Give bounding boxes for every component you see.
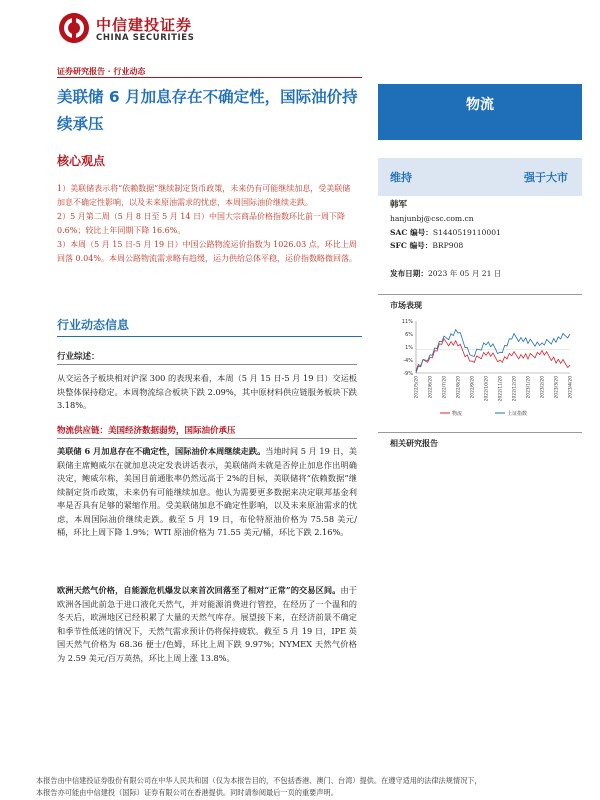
sfc-label: SFC 编号： [390,241,433,250]
gas-paragraph-body: 由于欧洲各国此前急于进口液化天然气，并对能源消费进行管控，在经历了一个温和的冬天后，欧洲地区已经积累了大量的天然气库存。展望接下来，在经济前景不确定和季节性低迷的情况下，天然气需求预计仍将保持疲软。截至 5 月 19 日，IPE 英国天然气价格为 68.36 便士/色姆，环比上周下跌 9.97%；NYMEX 天然气价格为 2.59 美元/百万英热，环比上周上涨 13.8%。 [57,585,357,663]
logo-mark-icon [58,12,90,44]
x-tick-label: 2023/2/20 [540,376,546,399]
side-divider [378,432,582,433]
sfc-number [390,239,580,253]
analyst-info [390,196,580,253]
supply-chain-divider [57,438,357,439]
industry-news-divider [57,336,362,337]
company-logo [58,12,218,46]
publish-date-label: 发布日期： [390,269,428,278]
gas-paragraph [57,584,357,665]
report-type: 证券研究报告 · 行业动态 [57,66,146,76]
core-point: 3）本周（5 月 15 日-5 月 19 日）中国公路物流运价指数为 1026.03 点，环比上周回落 0.04%。本周公路物流需求略有趋缓，运力供给总体平稳，运价指数略微回落。 [57,240,357,263]
core-point: 2）5 月第二周（5 月 8 日至 5 月 14 日）中国大宗商品价格指数环比前一周下降 0.6%；较比上年同期下降 16.6%。 [57,212,345,235]
gas-paragraph-lead: 欧洲天然气价格，自能源危机爆发以来首次回落至了相对“正常”的交易区间。 [57,585,341,595]
publish-date-value: 2023 年 05 月 21 日 [427,269,502,278]
x-tick-label: 2022/12/20 [512,376,518,402]
y-tick-label: 11% [401,319,413,325]
x-tick-label: 2022/7/20 [442,376,448,399]
publish-date [390,268,501,279]
fed-paragraph [57,445,357,540]
x-tick-label: 2022/10/20 [484,376,490,402]
supply-chain-heading: 物流供应链：美国经济数据弱势，国际油价承压 [57,426,236,436]
y-tick-label: 6% [405,332,413,338]
disclaimer-footer [36,775,596,799]
industry-news-heading: 行业动态信息 [57,318,130,332]
core-points-list [57,182,357,266]
x-tick-label: 2022/11/20 [498,376,504,402]
legend-label: 物流 [452,411,463,417]
y-tick-label: 1% [405,345,413,351]
analyst-name: 韩军 [390,200,408,210]
sac-number [390,226,580,240]
overview-heading: 行业综述： [57,352,100,362]
sfc-value: BRP908 [432,241,464,250]
disclaimer-line: 本报告亦可能由中信建投（国际）证券有限公司在香港提供。同时请参阅最后一页的重要声明。 [36,788,338,797]
logo-name-en: CHINA SECURITIES [96,33,195,43]
fed-paragraph-lead: 美联储 6 月加息存在不确定性，国际油价本周继续走跌。 [57,446,266,456]
overview-divider [57,364,357,365]
x-tick-label: 2022/6/20 [428,376,434,399]
market-performance-chart [390,315,580,420]
x-tick-label: 2022/5/20 [414,376,420,399]
x-tick-label: 2023/4/20 [568,376,574,399]
y-tick-label: -9% [403,371,413,377]
report-type-divider [57,77,362,78]
x-tick-label: 2022/9/20 [470,376,476,399]
side-divider [378,294,582,295]
analyst-email[interactable]: hanjunbj@csc.com.cn [390,214,474,223]
x-tick-label: 2023/1/20 [526,376,532,399]
sector-banner [378,84,582,140]
disclaimer-line: 本报告由中信建投证券股份有限公司在中华人民共和国（仅为本报告目的，不包括香港、澳门、台湾）提供。在遵守适用的法律法规情况下， [36,776,482,785]
rating-value: 强于大市 [524,171,568,184]
rating-action: 维持 [390,171,412,184]
fed-paragraph-body: 当地时间 5 月 19 日，美联储主席鲍威尔在就加息决定发表讲话表示，美联储尚未就是否停止加息作出明确决定，鲍威尔称，美国目前通胀率仍然远高于 2%的目标，美联储将“依赖数据”继续制定货币政策，未来仍有可能继续加息。他认为需要更多数据来决定联邦基金利率是否具有足够的紧缩作用。受美联储加息不确定性影响，以及未来原油需求的忧虑，本周国际油价继续走跌。截至 5 月 19 日，布伦特原油价格为 75.58 美元/桶，环比上周下降 1.9%；WTI 原油价格为 71.55 美元/桶，环比下跌 2.16%。 [57,446,357,537]
market-performance-title: 市场表现 [390,300,422,310]
logo-name-cn: 中信建投证券 [96,16,193,34]
core-point: 1）美联储表示将“依赖数据”继续制定货币政策，未来仍有可能继续加息，受美联储加息不确定性影响，以及未来原油需求的忧虑，本周国际油价继续走跌。 [57,184,351,207]
overview-paragraph: 从交运各子板块相对沪深 300 的表现来看，本周（5 月 15 日-5 月 19 日）交运板块整体保持稳定。本周物流综合板块下跌 2.09%，其中原材料供应链服务板块下跌 3.18%。 [57,373,357,410]
sector-name: 物流 [466,97,494,113]
report-title: 美联储 6 月加息存在不确定性，国际油价持续承压 [57,88,358,133]
rating-box [378,158,582,196]
core-view-heading: 核心观点 [57,154,106,168]
related-reports-title: 相关研究报告 [390,438,438,448]
legend-label: 上证指数 [507,411,528,417]
x-tick-label: 2022/8/20 [456,376,462,399]
sac-label: SAC 编号： [390,227,433,237]
sac-value: S1440519110001 [432,227,501,237]
x-tick-label: 2023/3/20 [554,376,560,399]
y-tick-label: -4% [403,358,413,364]
